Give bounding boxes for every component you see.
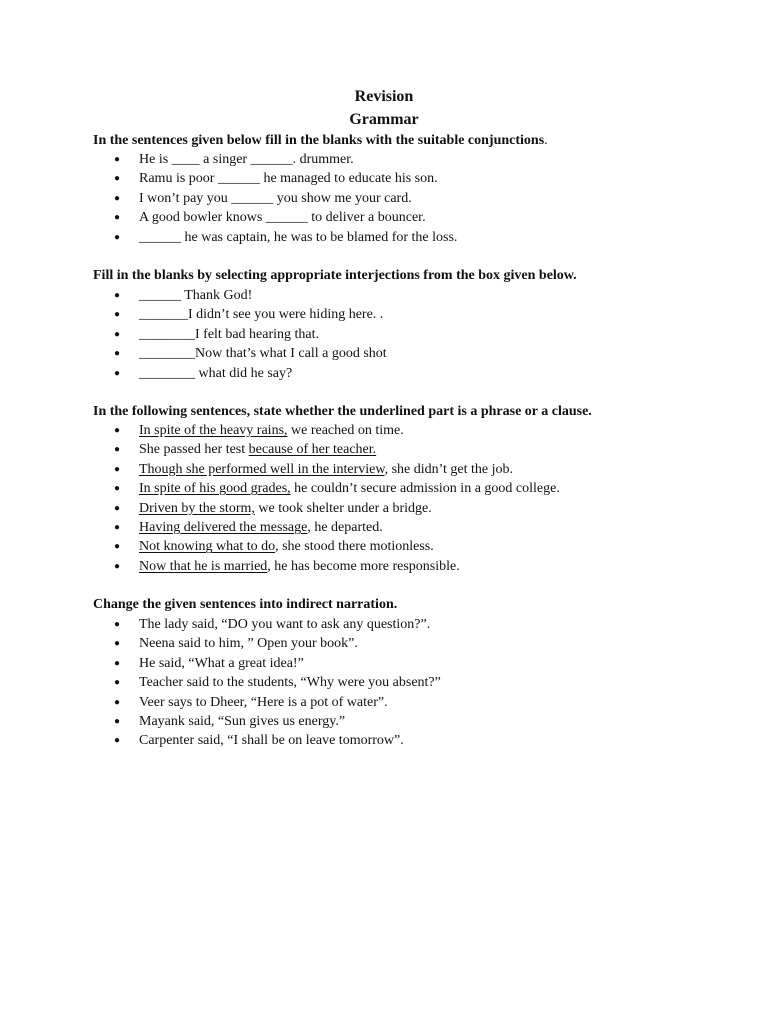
bullet-icon: ● — [114, 154, 121, 165]
list-item-text — [139, 325, 319, 344]
list-item-text — [139, 518, 383, 537]
list-item-text — [139, 479, 560, 498]
item-text-pre: ______ Thank God! — [139, 288, 253, 303]
bullet-icon: ● — [114, 483, 121, 495]
list-item-text — [139, 150, 354, 169]
list-item-text — [139, 654, 304, 673]
item-text-pre: ________I felt bad hearing that. — [139, 326, 320, 342]
item-text-post: , she stood there motionless. — [275, 539, 434, 555]
list-item-text — [139, 440, 376, 459]
list-item-text — [139, 537, 434, 556]
list-item-text — [139, 615, 430, 634]
list-item-text — [139, 731, 404, 750]
bullet-icon: ● — [114, 173, 121, 185]
list-item-text — [139, 189, 412, 208]
bullet-icon: ● — [114, 715, 121, 727]
list-item-text — [139, 208, 426, 227]
underlined-part: because of her teacher. — [248, 442, 377, 458]
bullet-icon: ● — [114, 638, 121, 650]
list-item-text — [139, 344, 387, 363]
item-text-post: he couldn’t secure admission in a good college. — [290, 481, 560, 497]
section-heading-indirect-narration: Change the given sentences into indirect narration. — [93, 597, 398, 612]
item-text-pre: A good bowler knows ______ to deliver a bouncer. — [139, 210, 426, 226]
list-item-text — [139, 693, 388, 712]
bullet-icon: ● — [114, 444, 121, 456]
bullet-icon: ● — [114, 541, 121, 553]
section-heading-phrase-clause: In the following sentences, state whether the underlined part is a phrase or a clause. — [93, 404, 592, 419]
item-text-pre: She passed her test — [139, 442, 249, 458]
item-text-pre: He said, “What a great idea!” — [139, 655, 304, 671]
underlined-part: Driven by the storm, — [139, 500, 255, 516]
item-text-pre: He is ____ a singer ______. drummer. — [139, 152, 354, 167]
bullet-icon: ● — [114, 696, 121, 708]
bullet-icon: ● — [114, 735, 121, 747]
list-item-text — [139, 673, 441, 692]
bullet-icon: ● — [114, 463, 121, 475]
item-text-pre: Mayank said, “Sun gives us energy.” — [139, 713, 346, 729]
list-item-text — [139, 634, 358, 653]
bullet-icon: ● — [114, 677, 121, 689]
bullet-icon: ● — [114, 290, 121, 301]
section-heading-conjunctions — [93, 132, 548, 150]
underlined-part: Having delivered the message — [139, 519, 308, 535]
list-item-text — [139, 712, 345, 731]
underlined-part: Now that he is married — [139, 558, 268, 574]
list-item-text — [139, 305, 383, 324]
bullet-icon: ● — [114, 521, 121, 533]
item-text-pre: Veer says to Dheer, “Here is a pot of water”. — [139, 694, 388, 710]
list-item-text — [139, 421, 404, 440]
item-text-pre: Carpenter said, “I shall be on leave tomorrow”. — [139, 733, 404, 749]
bullet-icon: ● — [114, 560, 121, 572]
item-text-post: , he has become more responsible. — [267, 558, 460, 574]
item-text-pre: ______ he was captain, he was to be blamed for the loss. — [139, 229, 458, 245]
item-text-pre: Ramu is poor ______ he managed to educate his son. — [139, 171, 438, 187]
list-item-text — [139, 169, 438, 188]
bullet-icon: ● — [114, 367, 121, 379]
bullet-icon: ● — [114, 212, 121, 224]
bullet-icon: ● — [114, 192, 121, 204]
section-heading-interjections: Fill in the blanks by selecting appropriate interjections from the box given below. — [93, 268, 577, 283]
list-item-text — [139, 286, 252, 305]
item-text-pre: The lady said, “DO you want to ask any question?”. — [139, 617, 431, 632]
section-heading-tail: . — [544, 133, 548, 148]
underlined-part: Not knowing what to do — [139, 539, 276, 555]
item-text-pre: _______I didn’t see you were hiding here. . — [139, 307, 384, 323]
bullet-icon: ● — [114, 231, 121, 243]
underlined-part: Though she performed well in the interview — [139, 461, 385, 477]
list-item-text — [139, 557, 460, 576]
bullet-icon: ● — [114, 657, 121, 669]
list-item-text — [139, 499, 432, 518]
document-title: Revision — [354, 88, 414, 105]
document-subtitle: Grammar — [349, 111, 419, 128]
bullet-icon: ● — [114, 328, 121, 340]
bullet-icon: ● — [114, 348, 121, 360]
section-heading-text: In the sentences given below fill in the blanks with the suitable conjunctions — [93, 133, 545, 148]
underlined-part: In spite of his good grades, — [139, 481, 291, 497]
underlined-part: In spite of the heavy rains, — [139, 423, 288, 438]
bullet-icon: ● — [114, 425, 121, 436]
item-text-post: , she didn’t get the job. — [384, 461, 514, 477]
bullet-icon: ● — [114, 502, 121, 514]
item-text-pre: ________ what did he say? — [139, 365, 293, 381]
bullet-icon: ● — [114, 309, 121, 321]
item-text-pre: I won’t pay you ______ you show me your card. — [139, 190, 412, 206]
list-item-text — [139, 228, 457, 247]
item-text-post: we took shelter under a bridge. — [254, 500, 432, 516]
list-item-text — [139, 364, 292, 383]
item-text-post: , he departed. — [307, 519, 383, 535]
bullet-icon: ● — [114, 619, 121, 630]
item-text-post: we reached on time. — [287, 423, 404, 438]
item-text-pre: Teacher said to the students, “Why were you absent?” — [139, 675, 441, 691]
item-text-pre: Neena said to him, ” Open your book”. — [139, 636, 358, 652]
item-text-pre: ________Now that’s what I call a good shot — [139, 346, 387, 362]
list-item-text — [139, 460, 513, 479]
